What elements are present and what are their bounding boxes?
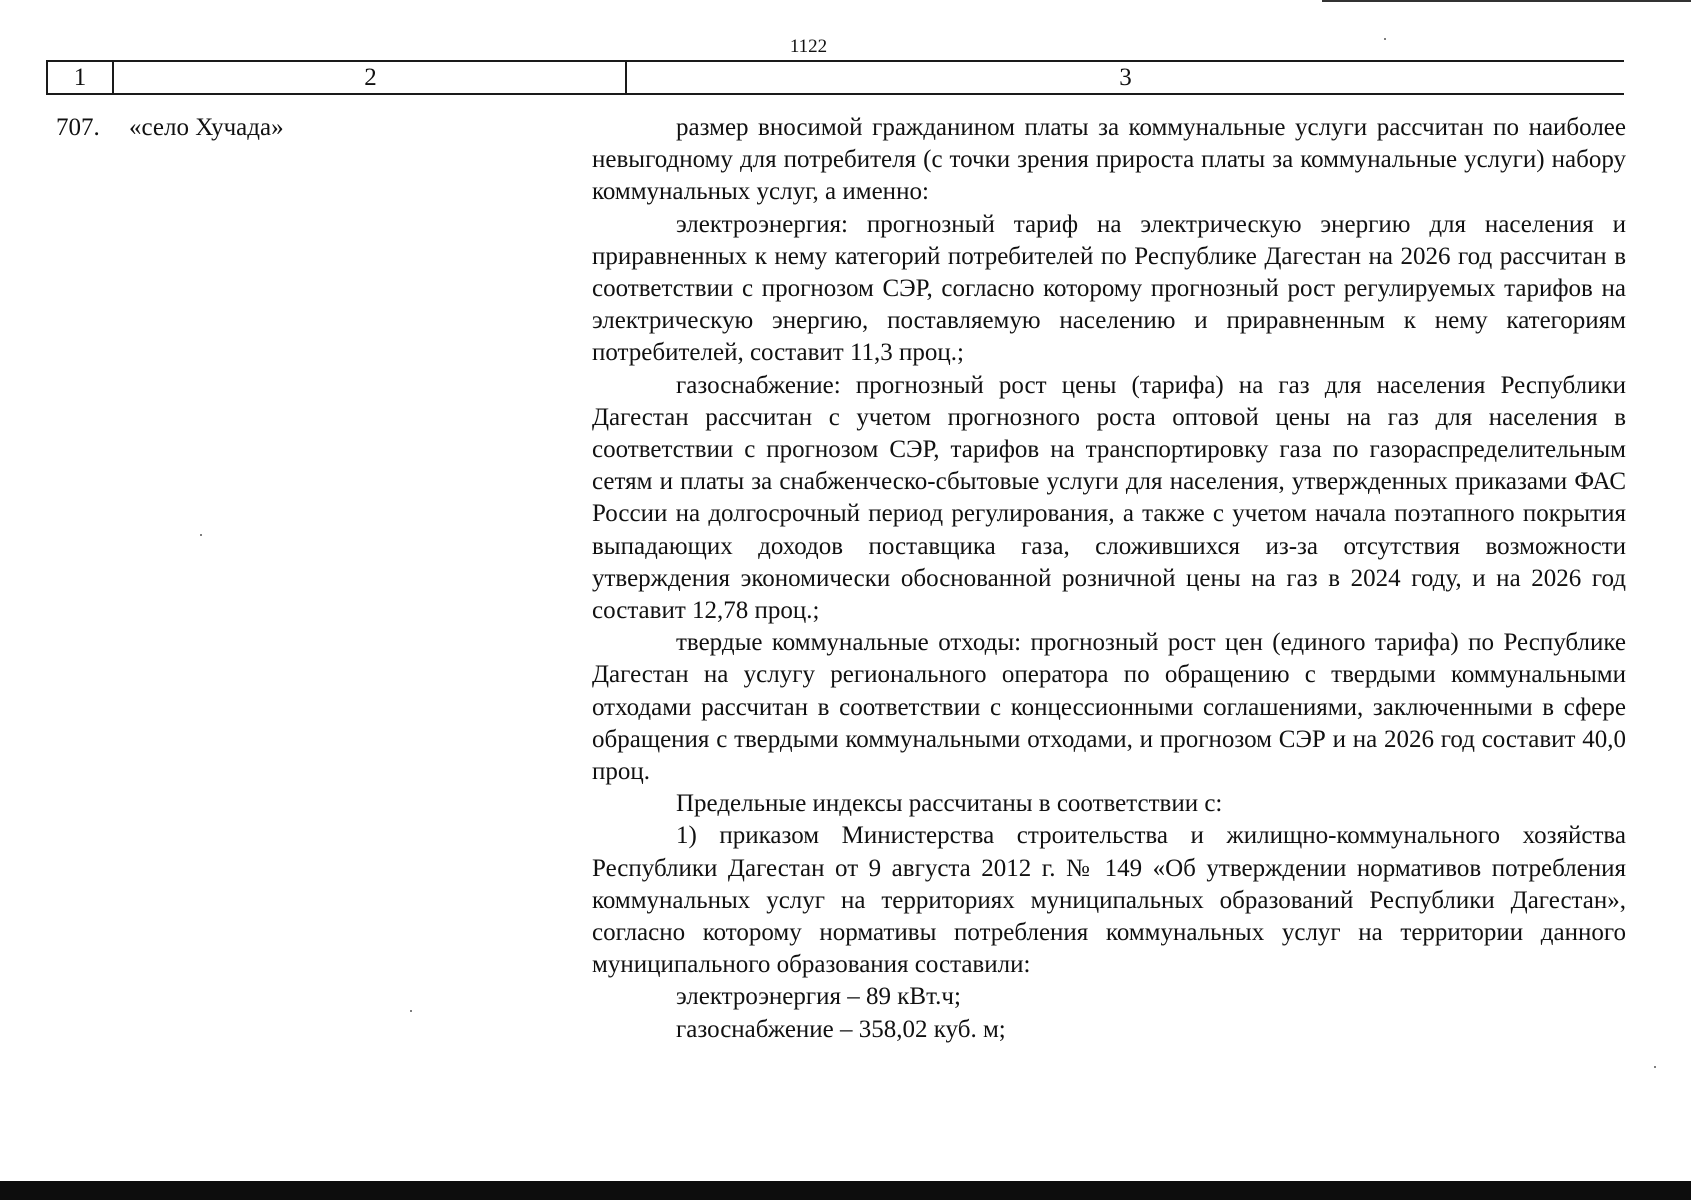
content-paragraph: твердые коммунальные отходы: прогнозный рост цен (единого тарифа) по Республике Дагестан на услугу регионального оператора по обращению с твердыми коммунальными отходами рассчитан в соответствии с концессионными соглашениями, заключенными в сфере обращения с твердыми коммунальными отходами, и прогнозом СЭР и на 2026 год составит 40,0 проц. bbox=[592, 629, 1626, 786]
column-header-3: 3 bbox=[1119, 64, 1132, 91]
norm-item: газоснабжение – 358,02 куб. м; bbox=[676, 1015, 1006, 1043]
scan-speck bbox=[1654, 1066, 1656, 1068]
top-edge-rule bbox=[1322, 0, 1691, 2]
row-number: 707. bbox=[56, 114, 100, 141]
column-divider bbox=[46, 62, 48, 93]
content-paragraph: газоснабжение: прогнозный рост цены (тарифа) на газ для населения Республики Дагестан рассчитан с учетом прогнозного роста оптовой цены на газ для населения в соответствии с прогнозом СЭР, тарифов на транспортировку газа по газораспределительным сетям и платы за снабженческо-сбытовые услуги для населения, утвержденных приказами ФАС России на долгосрочный период регулирования, а также с учетом начала поэтапного покрытия выпадающих доходов поставщика газа, сложившихся из-за отсутствия возможности утверждения экономически обоснованной розничной цены на газ в 2024 году, и на 2026 год составит 12,78 проц.; bbox=[592, 371, 1626, 625]
scan-speck bbox=[200, 534, 202, 536]
scan-speck bbox=[1384, 38, 1386, 40]
page-number: 1122 bbox=[789, 36, 828, 57]
column-header-2: 2 bbox=[364, 64, 377, 91]
column-header-1: 1 bbox=[73, 64, 87, 91]
content-paragraph: размер вносимой гражданином платы за коммунальные услуги рассчитан по наиболее невыгодному для потребителя (с точки зрения прироста платы за коммунальные услуги) набору коммунальных услуг, а именно: bbox=[592, 114, 1626, 206]
row-content bbox=[592, 112, 1626, 1046]
scan-speck bbox=[410, 1010, 412, 1012]
table-header-row bbox=[46, 60, 1624, 95]
content-paragraph: 1) приказом Министерства строительства и жилищно-коммунального хозяйства Республики Дагестан от 9 августа 2012 г. № 149 «Об утверждении нормативов потребления коммунальных услуг на территориях муниципальных образований Республики Дагестан», согласно которому нормативы потребления коммунальных услуг на территории данного муниципального образования составили: bbox=[592, 822, 1626, 979]
norm-item: электроэнергия – 89 кВт.ч; bbox=[676, 983, 961, 1011]
municipality-name: «село Хучада» bbox=[129, 114, 284, 141]
scan-bottom-edge bbox=[0, 1181, 1691, 1200]
content-paragraph: Предельные индексы рассчитаны в соответствии с: bbox=[676, 790, 1223, 818]
content-paragraph: электроэнергия: прогнозный тариф на электрическую энергию для населения и приравненных к нему категорий потребителей по Республике Дагестан на 2026 год рассчитан в соответствии с прогнозом СЭР, согласно которому прогнозный рост регулируемых тарифов на электрическую энергию, поставляемую населению и приравненным к нему категориям потребителей, составит 11,3 проц.; bbox=[592, 210, 1626, 367]
